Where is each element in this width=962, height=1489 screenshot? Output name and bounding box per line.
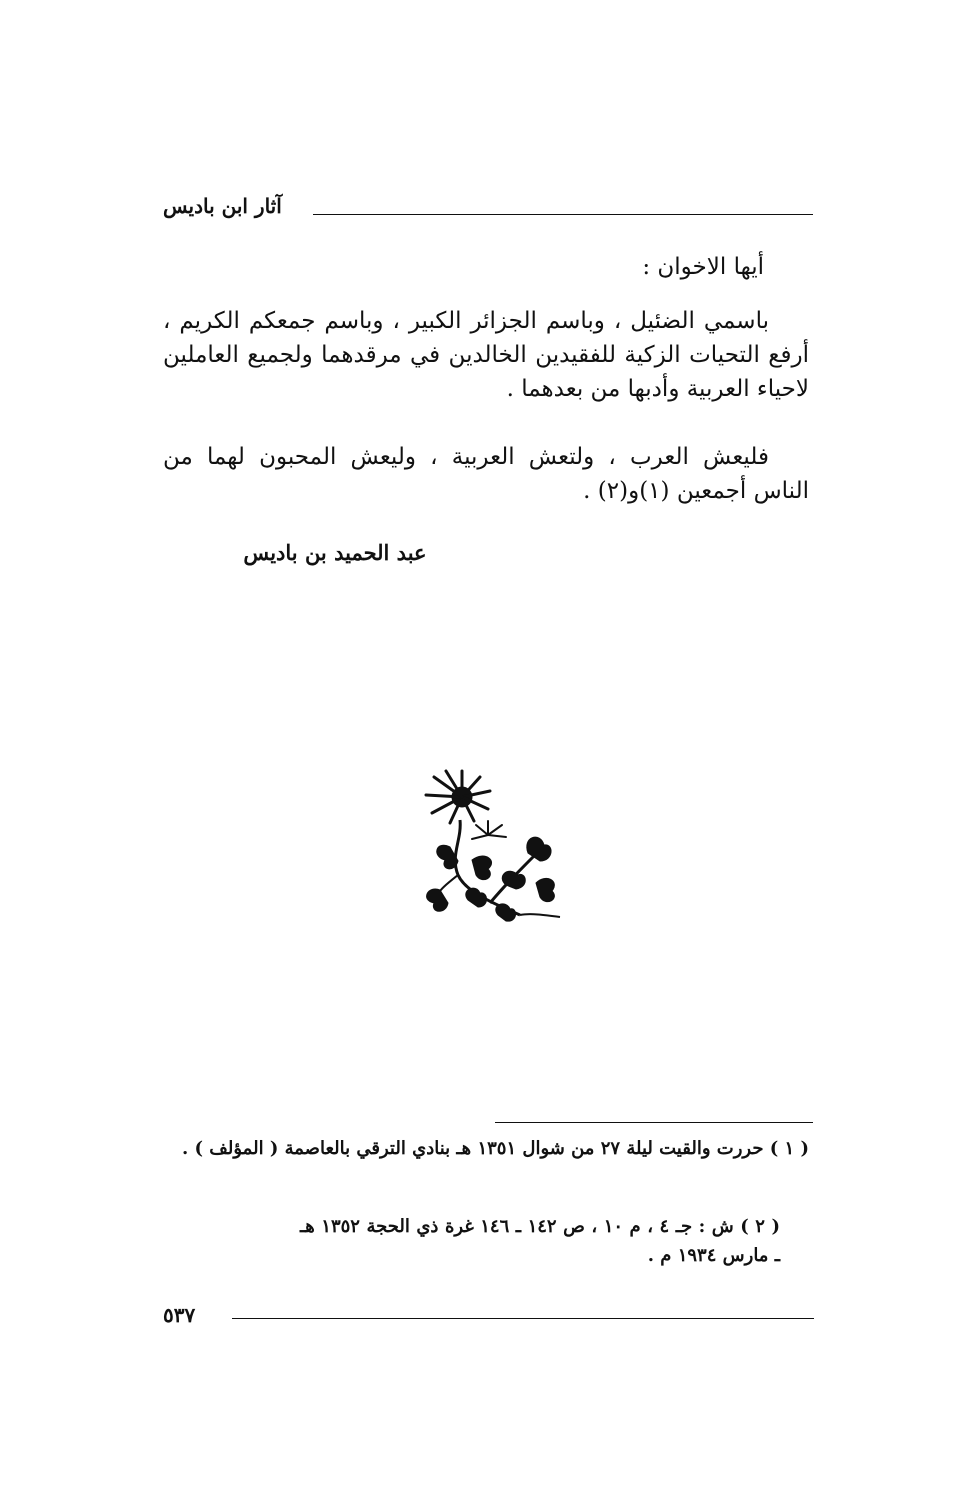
footer-rule [232,1318,814,1319]
page-number: ٥٣٧ [163,1303,196,1327]
header-rule [313,214,813,215]
paragraph-greeting: باسمي الضئيل ، وباسم الجزائر الكبير ، وباسم جمعكم الكريم ، أرفع التحيات الزكية للفقيدين الخالدين في مرقدهما ولجميع العاملين لاحياء العربية وأدبها من بعدهما . [163,308,809,402]
signature: عبد الحميد بن باديس [243,540,427,565]
chrysanthemum-flower-icon [410,765,570,930]
footnote-2: ( ٢ ) ش : جـ ٤ ، م ١٠ ، ص ١٤٢ ـ ١٤٦ غرة ذي الحجة ١٣٥٢ هـ ـ مارس ١٩٣٤ م . [300,1216,780,1266]
running-header [163,186,813,226]
running-title: آثار ابن باديس [163,194,282,218]
salutation: أيها الاخوان : [642,254,764,280]
footnote-rule [495,1122,813,1123]
paragraph-closing: فليعش العرب ، ولتعش العربية ، وليعش المحبون لهما من الناس أجمعين (١)و(٢) . [163,444,809,504]
footnote-1: ( ١ ) حررت والقيت ليلة ٢٧ من شوال ١٣٥١ هـ بنادي الترقي بالعاصمة ( المؤلف ) . [181,1138,809,1159]
